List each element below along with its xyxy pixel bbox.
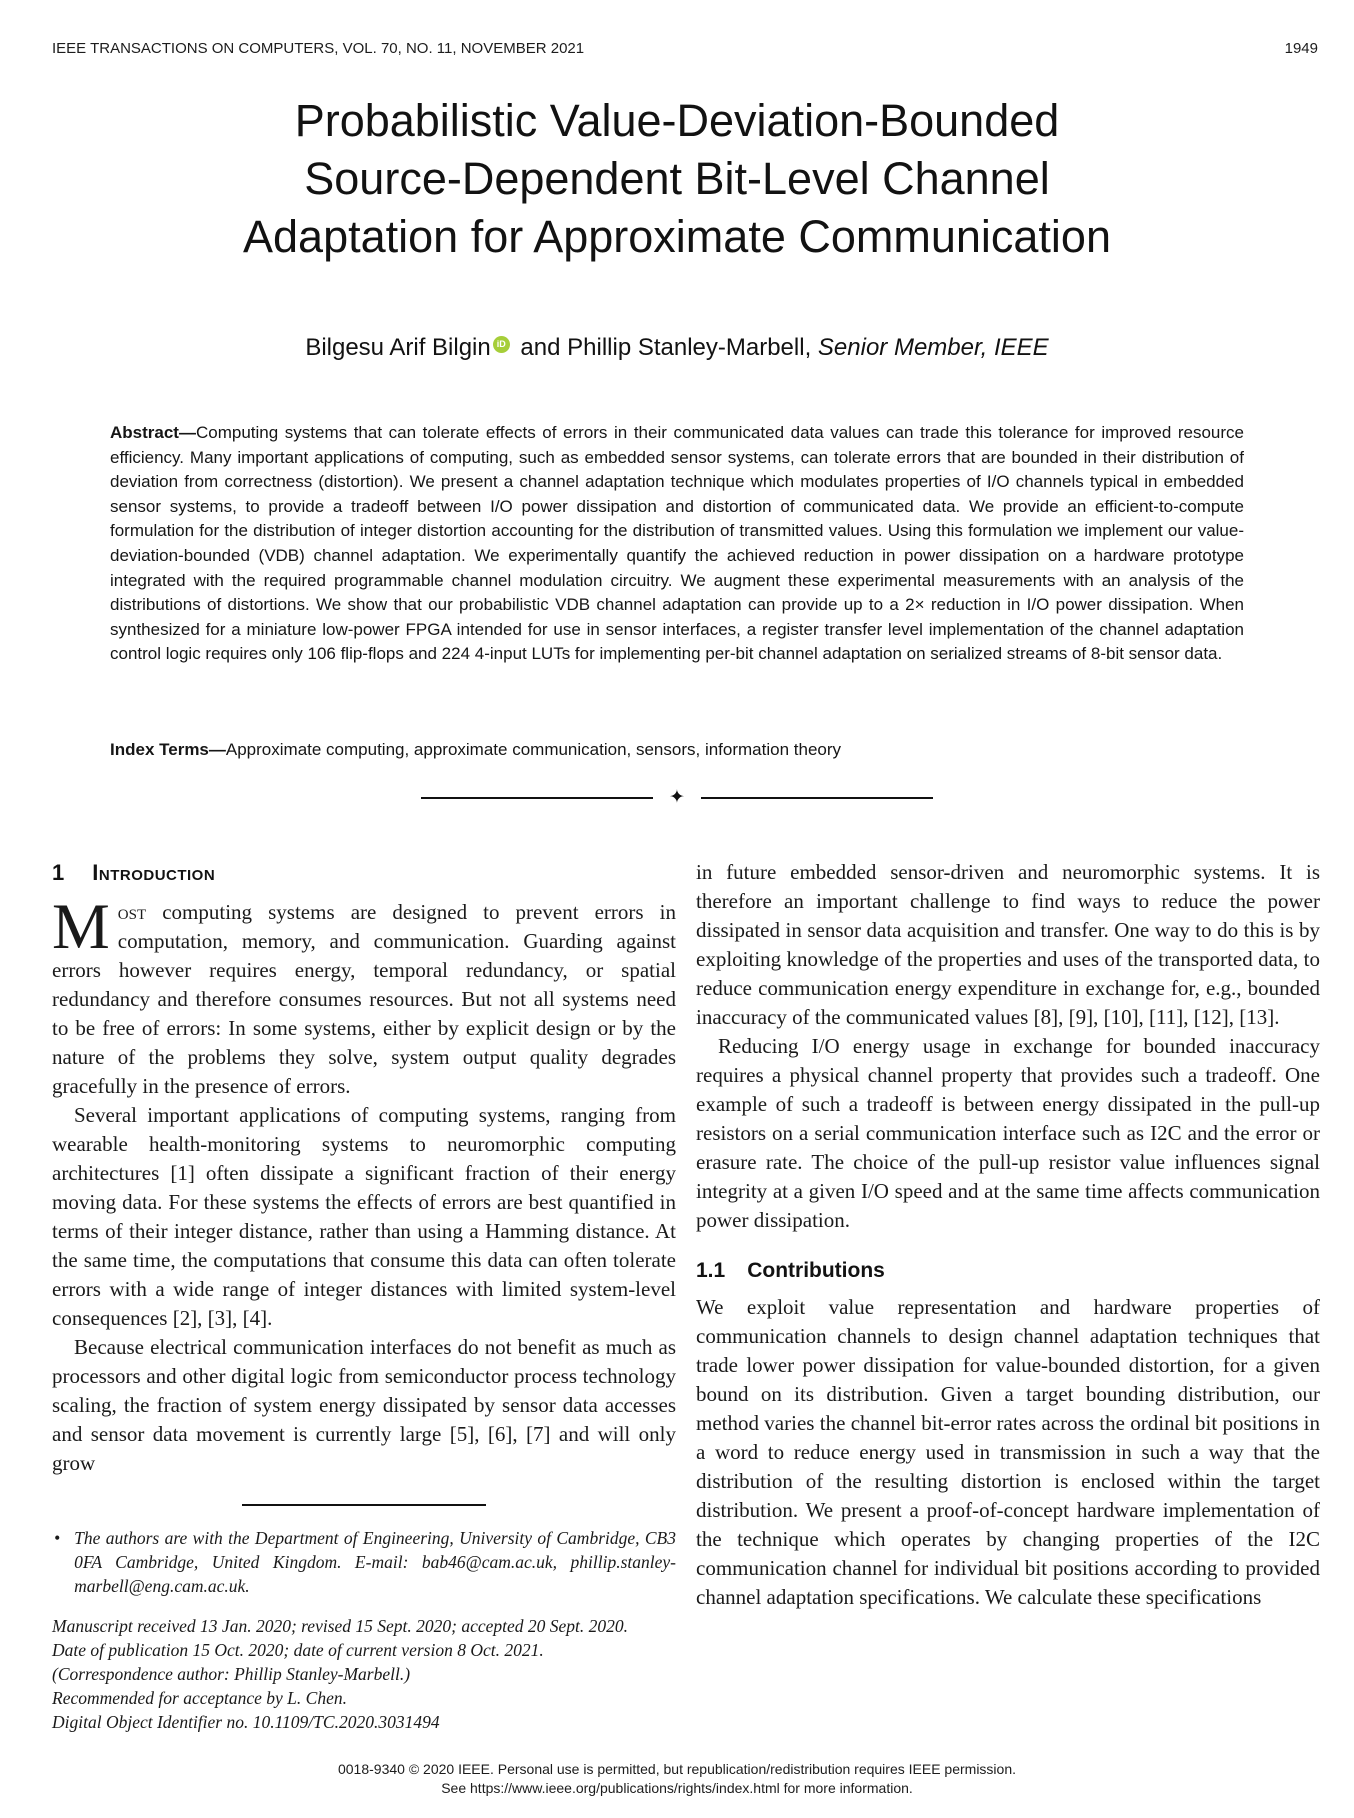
separator-line-left [421, 797, 653, 799]
author-name-1: Bilgesu Arif Bilgin [305, 334, 491, 361]
section-separator [0, 788, 1354, 807]
paper-title [70, 92, 1284, 266]
subsection-number: 1.1 [696, 1259, 726, 1282]
index-terms-label: Index Terms— [110, 740, 226, 759]
intro-paragraph-2: Several important applications of computing systems, ranging from wearable health-monitoring systems to neuromorphic computing architectures [1] often dissipate a significant fraction of their energy moving data. For these systems the effects of errors are best quantified in terms of their integer distance, rather than using a Hamming distance. At the same time, the computations that consume this data can often tolerate errors with a wide range of integer distances with limited system-level consequences [2], [3], [4]. [52, 1103, 676, 1330]
journal-citation: IEEE TRANSACTIONS ON COMPUTERS, VOL. 70, NO. 11, NOVEMBER 2021 [52, 40, 585, 57]
intro-paragraph-3: Because electrical communication interfaces do not benefit as much as processors and other digital logic from semiconductor process technology scaling, the fraction of system energy dissipated by sensor data accesses and sensor data movement is currently large [5], [6], [7] and will only grow [52, 1335, 676, 1475]
abstract [110, 421, 1244, 667]
running-header [52, 40, 1318, 57]
subsection-heading-contributions [696, 1259, 1320, 1283]
two-column-body [52, 858, 1320, 1734]
affiliation-footnote [52, 1526, 676, 1598]
paragraph-text: computing systems are designed to prevent errors in computation, memory, and communication. Guarding against errors however requires energy, temporal redundancy, or spatial redundancy and therefore consumes resources. But not all systems need to be free of errors: In some systems, either by explicit design or by the nature of the problems they solve, system output quality degrades gracefully in the presence of errors. [52, 900, 676, 1098]
section-heading-introduction [52, 860, 676, 886]
orcid-icon: iD [493, 336, 510, 353]
correspondence-line: (Correspondence author: Phillip Stanley-Marbell.) [52, 1664, 411, 1684]
rights-url-line: See https://www.ieee.org/publications/rights/index.html for more information. [441, 1780, 913, 1796]
footnote-block [52, 1504, 676, 1734]
subsection-title: Contributions [747, 1259, 885, 1282]
bullet-icon: • [54, 1528, 61, 1548]
publication-date-line: Date of publication 15 Oct. 2020; date of current version 8 Oct. 2021. [52, 1640, 544, 1660]
doi-line: Digital Object Identifier no. 10.1109/TC.2020.3031494 [52, 1712, 440, 1732]
copyright-line: 0018-9340 © 2020 IEEE. Personal use is permitted, but republication/redistribution requires IEEE permission. [337, 1761, 1016, 1777]
section-number: 1 [52, 860, 65, 885]
tradeoff-paragraph: Reducing I/O energy usage in exchange for bounded inaccuracy requires a physical channel property that provides such a tradeoff. One example of such a tradeoff is between energy dissipated in the pull-up resistors on a serial communication interface such as I2C and the error or erasure rate. The choice of the pull-up resistor value influences signal integrity at a given I/O speed and at the same time affects communication power dissipation. [696, 1034, 1320, 1232]
index-terms-text: Approximate computing, approximate communication, sensors, information theory [225, 740, 842, 759]
author-line [0, 334, 1354, 362]
manuscript-history [52, 1614, 676, 1734]
abstract-label: Abstract— [110, 423, 196, 442]
drop-cap: M [52, 891, 110, 963]
recommendation-line: Recommended for acceptance by L. Chen. [52, 1688, 347, 1708]
author-membership: Senior Member, IEEE [817, 334, 1049, 361]
title-line-2: Source-Dependent Bit-Level Channel [304, 153, 1050, 204]
footnote-rule [242, 1504, 486, 1506]
intro-paragraph-1 [52, 891, 676, 1101]
lead-smallcaps: ost [117, 900, 147, 924]
contributions-paragraph: We exploit value representation and hardware properties of communication channels to design channel adaptation techniques that trade lower power dissipation for value-bounded distortion, for a given bound on its distribution. Given a target bounding distribution, our method varies the channel bit-error rates across the ordinal bit positions in a word to reduce energy used in transmission in such a way that the distribution of the resulting distortion is enclosed within the target distribution. We present a proof-of-concept hardware implementation of the technique which operates by changing properties of the I2C communication channel for individual bit positions according to provided channel adaptation specifications. We calculate these specifications [696, 1295, 1320, 1609]
copyright-footer [0, 1760, 1354, 1798]
affiliation-text: The authors are with the Department of Engineering, University of Cambridge, CB3 0FA Cambridge, United Kingdom. E-mail: bab46@cam.ac.uk, phillip.stanley-marbell@eng.cam.ac.uk. [74, 1528, 676, 1596]
section-title: Introduction [92, 860, 216, 885]
right-column [696, 858, 1320, 1734]
diamond-icon: ✦ [669, 787, 685, 808]
page-number: 1949 [1284, 40, 1318, 57]
separator-line-right [701, 797, 933, 799]
title-line-3: Adaptation for Approximate Communication [243, 211, 1111, 262]
left-column [52, 858, 676, 1734]
abstract-text: Computing systems that can tolerate effects of errors in their communicated data values can trade this tolerance for improved resource efficiency. Many important applications of computing, such as embedded sensor systems, can tolerate errors that are bounded in their distribution of deviation from correctness (distortion). We present a channel adaptation technique which modulates properties of I/O channels typical in embedded sensor systems, to provide a tradeoff between I/O power dissipation and distortion of communicated data. We provide an efficient-to-compute formulation for the distribution of integer distortion accounting for the distribution of transmitted values. Using this formulation we implement our value-deviation-bounded (VDB) channel adaptation. We experimentally quantify the achieved reduction in power dissipation on a hardware prototype integrated with the required programmable channel modulation circuitry. We augment these experimental measurements with an analysis of the distributions of distortions. We show that our probabilistic VDB channel adaptation can provide up to a 2× reduction in I/O power dissipation. When synthesized for a miniature low-power FPGA intended for use in sensor interfaces, a register transfer level implementation of the channel adaptation control logic requires only 106 flip-flops and 224 4-input LUTs for implementing per-bit channel adaptation on serialized streams of 8-bit sensor data. [110, 423, 1244, 664]
index-terms [110, 738, 1244, 763]
author-connector: and Phillip Stanley-Marbell, [513, 334, 818, 361]
title-line-1: Probabilistic Value-Deviation-Bounded [294, 95, 1060, 146]
manuscript-received-line: Manuscript received 13 Jan. 2020; revised 15 Sept. 2020; accepted 20 Sept. 2020. [52, 1616, 629, 1636]
continuation-paragraph: in future embedded sensor-driven and neuromorphic systems. It is therefore an important challenge to find ways to reduce the power dissipated in sensor data acquisition and transfer. One way to do this is by exploiting knowledge of the properties and uses of the transported data, to reduce communication energy expenditure in exchange for, e.g., bounded inaccuracy of the communicated values [8], [9], [10], [11], [12], [13]. [696, 860, 1320, 1029]
